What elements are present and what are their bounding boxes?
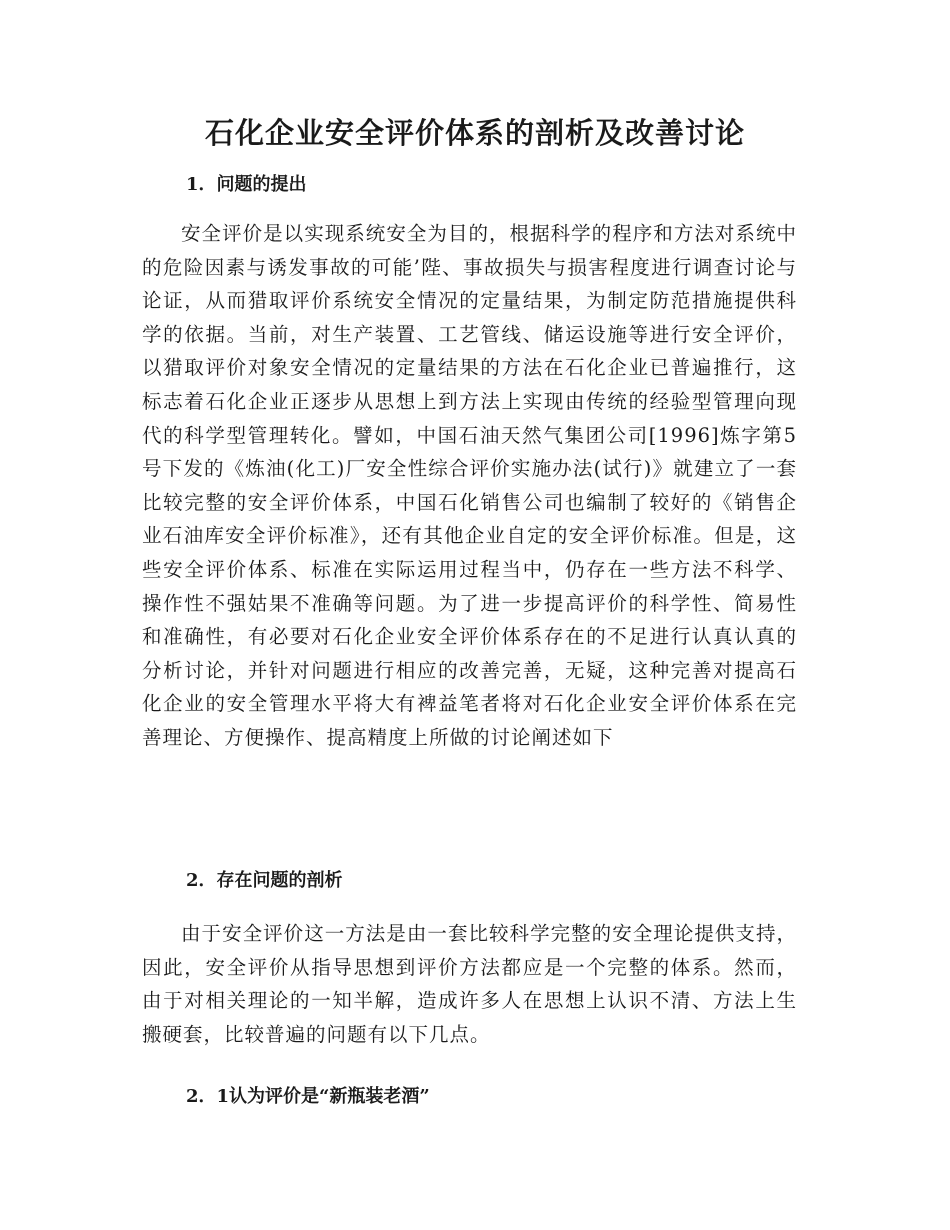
subsection-heading-new-bottle-old-wine: 2．1认为评价是“新瓶装老酒” [186, 1086, 430, 1107]
document-title: 石化企业安全评价体系的剖析及改善讨论 [204, 116, 745, 150]
section-heading-problem-analysis: 2．存在问题的剖析 [186, 870, 343, 891]
section-heading-problem-statement: 1．问题的提出 [186, 174, 307, 195]
section-paragraph-problem-analysis: 由于安全评价这一方法是由一套比较科学完整的安全理论提供支持，因此，安全评价从指导思想到评价方法都应是一个完整的体系。然而，由于对相关理论的一知半解，造成许多人在思想上认识不清、方法上生搬硬套，比较普遍的问题有以下几点。 [142, 922, 797, 1046]
section-paragraph-problem-statement: 安全评价是以实现系统安全为目的，根据科学的程序和方法对系统中的危险因素与诱发事故的可能’陛、事故损失与损害程度进行调查讨论与论证，从而猎取评价系统安全情况的定量结果，为制定防范措施提供科学的依据。当前，对生产装置、工艺管线、储运设施等进行安全评价，以猎取评价对象安全情况的定量结果的方法在石化企业已普遍推行，这标志着石化企业正逐步从思想上到方法上实现由传统的经验型管理向现代的科学型管理转化。譬如，中国石油天然气集团公司[1996]炼字第5号下发的《炼油(化工)厂安全性综合评价实施办法(试行)》就建立了一套比较完整的安全评价体系，中国石化销售公司也编制了较好的《销售企业石油库安全评价标准》，还有其他企业自定的安全评价标准。但是，这些安全评价体系、标准在实际运用过程当中，仍存在一些方法不科学、操作性不强姑果不准确等问题。为了进一步提高评价的科学性、简易性和准确性，有必要对石化企业安全评价体系存在的不足进行认真认真的分析讨论，并针对问题进行相应的改善完善，无疑，这种完善对提高石化企业的安全管理水平将大有裨益笔者将对石化企业安全评价体系在完善理论、方便操作、提高精度上所做的讨论阐述如下 [142, 222, 797, 749]
